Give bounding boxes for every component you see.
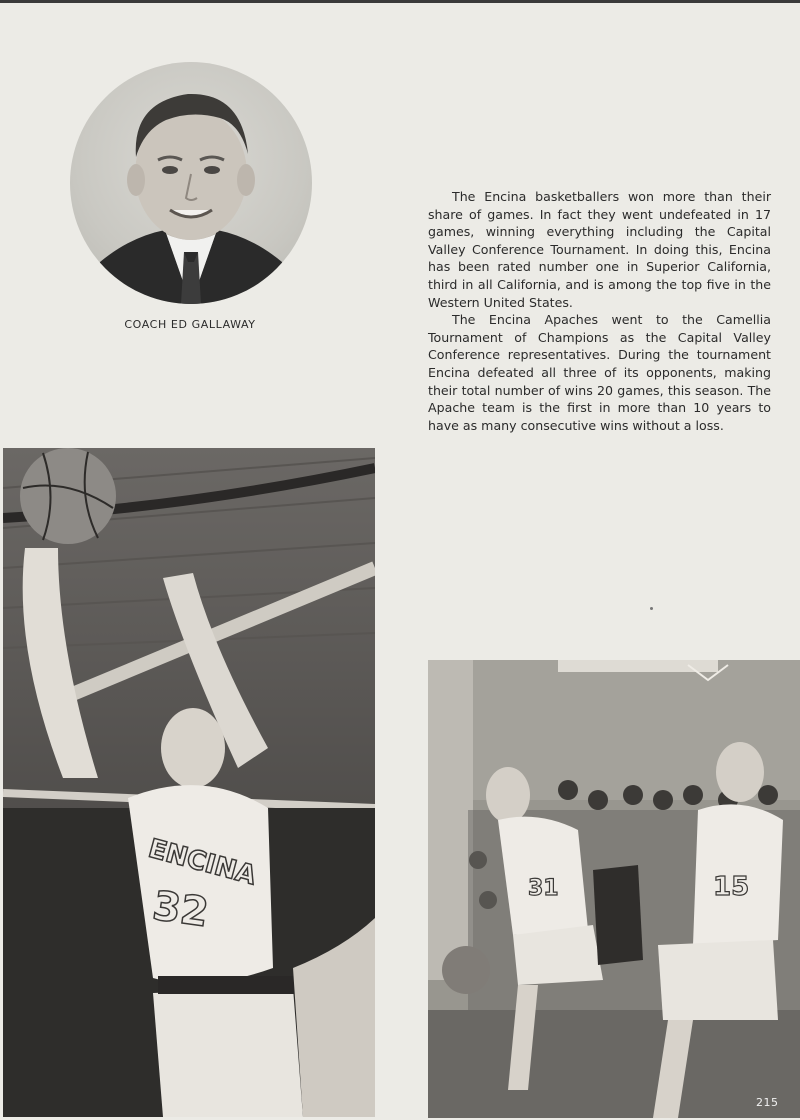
coach-portrait bbox=[70, 62, 312, 304]
right-player-a-number: 31 bbox=[528, 876, 559, 901]
portrait-caption: COACH ED GALLAWAY bbox=[124, 318, 256, 331]
top-rule bbox=[0, 0, 800, 3]
left-jersey-team: ENCINA bbox=[145, 833, 260, 892]
right-player-b-number: 15 bbox=[713, 872, 750, 902]
article-body bbox=[428, 188, 771, 434]
photo-player-shooting bbox=[3, 448, 375, 1117]
article-paragraph: The Encina Apaches went to the Camellia Tournament of Champions as the Capital Valley Conference representatives. During the tournament Encina defeated all three of its opponents, making their total number of wins 20 games, this season. The Apache team is the first in more than 10 years to have as many consecutive wins without a loss. bbox=[428, 312, 771, 433]
page-number: 215 bbox=[756, 1096, 779, 1109]
left-jersey-number: 32 bbox=[149, 883, 212, 937]
article-paragraph: The Encina basketballers won more than their share of games. In fact they went undefeated in 17 games, winning everything including the Capital Valley Conference Tournament. In doing this, Encina has been rated number one in Superior California, third in all California, and is among the top five in the Western United States. bbox=[428, 189, 771, 310]
photo-players-dribbling bbox=[428, 660, 800, 1118]
print-speck bbox=[650, 607, 653, 610]
